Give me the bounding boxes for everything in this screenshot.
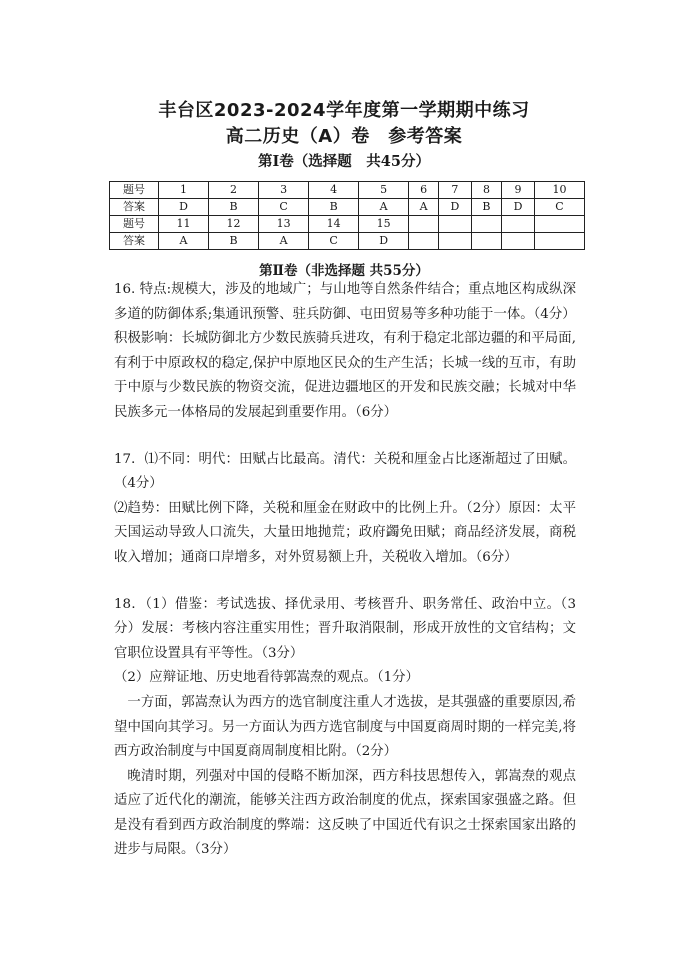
table-row-header: 题号 — [110, 182, 159, 199]
document-title: 丰台区2023-2024学年度第一学期期中练习 — [158, 100, 530, 121]
q18-part1: 18．（1）借鉴：考试选拔、择优录用、考核晋升、职务常任、政治中立。（3分）发展：考核内容注重实用性；晋升取消限制，形成开放性的文官结构；文官职位设置具有平等性。（3分） — [114, 596, 576, 661]
table-cell: 4 — [309, 182, 359, 199]
table-cell: C — [259, 199, 309, 216]
q18-paragraph-late-qing: 晚清时期，列强对中国的侵略不断加深，西方科技思想传入，郭嵩焘的观点适应了近代化的潮流，能够关注西方政治制度的优点，探索国家强盛之路。但是没有看到西方政治制度的弊端：这反映了中国近代有识之士探索国家出路的进步与局限。（3分） — [114, 768, 576, 858]
table-row — [110, 199, 585, 216]
table-cell — [534, 216, 584, 233]
table-cell: 14 — [309, 216, 359, 233]
table-cell: A — [159, 233, 209, 250]
section-2-heading: 第Ⅱ卷（非选择题 共55分） — [259, 263, 429, 279]
table-cell: D — [159, 199, 209, 216]
table-cell: 9 — [502, 182, 535, 199]
table-cell: 11 — [159, 216, 209, 233]
table-cell: 1 — [159, 182, 209, 199]
table-row-header: 答案 — [110, 233, 159, 250]
section-1-heading: 第Ⅰ卷（选择题 共45分） — [258, 153, 430, 170]
table-row-header: 题号 — [110, 216, 159, 233]
table-cell: 8 — [471, 182, 501, 199]
table-cell — [502, 233, 535, 250]
q17-trend: ⑵趋势：田赋比例下降，关税和厘金在财政中的比例上升。（2分）原因：太平天国运动导致人口流失，大量田地抛荒；政府蠲免田赋；商品经济发展，商税收入增加；通商口岸增多，对外贸易额上升，关税收入增加。（6分） — [114, 500, 576, 565]
table-cell: 6 — [409, 182, 439, 199]
table-cell: 10 — [534, 182, 584, 199]
table-cell: 13 — [259, 216, 309, 233]
table-cell: B — [209, 233, 259, 250]
table-cell — [502, 216, 535, 233]
table-cell: B — [209, 199, 259, 216]
q16-features: 16. 特点:规模大，涉及的地域广；与山地等自然条件结合；重点地区构成纵深多道的防御体系;集通讯预警、驻兵防御、屯田贸易等多种功能于一体。（4分） — [114, 282, 576, 322]
table-cell: C — [309, 233, 359, 250]
table-cell — [409, 216, 439, 233]
table-row — [110, 182, 585, 199]
table-cell — [471, 233, 501, 250]
table-cell: D — [502, 199, 535, 216]
table-cell — [439, 233, 472, 250]
table-cell: 5 — [359, 182, 409, 199]
table-cell: B — [471, 199, 501, 216]
table-row — [110, 216, 585, 233]
table-cell — [471, 216, 501, 233]
answer-table — [109, 181, 585, 250]
table-cell: 3 — [259, 182, 309, 199]
table-cell: D — [439, 199, 472, 216]
answer-body — [114, 278, 576, 863]
table-cell: 15 — [359, 216, 409, 233]
table-cell — [534, 233, 584, 250]
table-row-header: 答案 — [110, 199, 159, 216]
table-cell — [409, 233, 439, 250]
table-cell: 12 — [209, 216, 259, 233]
table-cell: A — [259, 233, 309, 250]
table-cell: 7 — [439, 182, 472, 199]
table-row — [110, 233, 585, 250]
table-cell: 2 — [209, 182, 259, 199]
table-cell: A — [409, 199, 439, 216]
table-cell: C — [534, 199, 584, 216]
table-cell: B — [309, 199, 359, 216]
table-cell — [439, 216, 472, 233]
document-subtitle: 高二历史（A）卷 参考答案 — [225, 126, 463, 147]
q18-paragraph-one-side: 一方面，郭嵩焘认为西方的选官制度注重人才选拔，是其强盛的重要原因,希望中国向其学习。另一方面认为西方选官制度与中国夏商周时期的一样完美,将西方政治制度与中国夏商周制度相比附。（2分） — [114, 694, 576, 760]
q16-impact: 积极影响：长城防御北方少数民族骑兵进攻，有利于稳定北部边疆的和平局面,有利于中原政权的稳定,保护中原地区民众的生产生活；长城一线的互市，有助于中原与少数民族的物资交流，促进边疆地区的开发和民族交融；长城对中华民族多元一体格局的发展起到重要作用。（6分） — [114, 331, 576, 420]
q17-difference: 17．⑴不同：明代：田赋占比最高。清代：关税和厘金占比逐渐超过了田赋。（4分） — [114, 451, 576, 492]
q18-part2: （2）应辩证地、历史地看待郭嵩焘的观点。（1分） — [114, 670, 419, 686]
table-cell: A — [359, 199, 409, 216]
table-cell: D — [359, 233, 409, 250]
